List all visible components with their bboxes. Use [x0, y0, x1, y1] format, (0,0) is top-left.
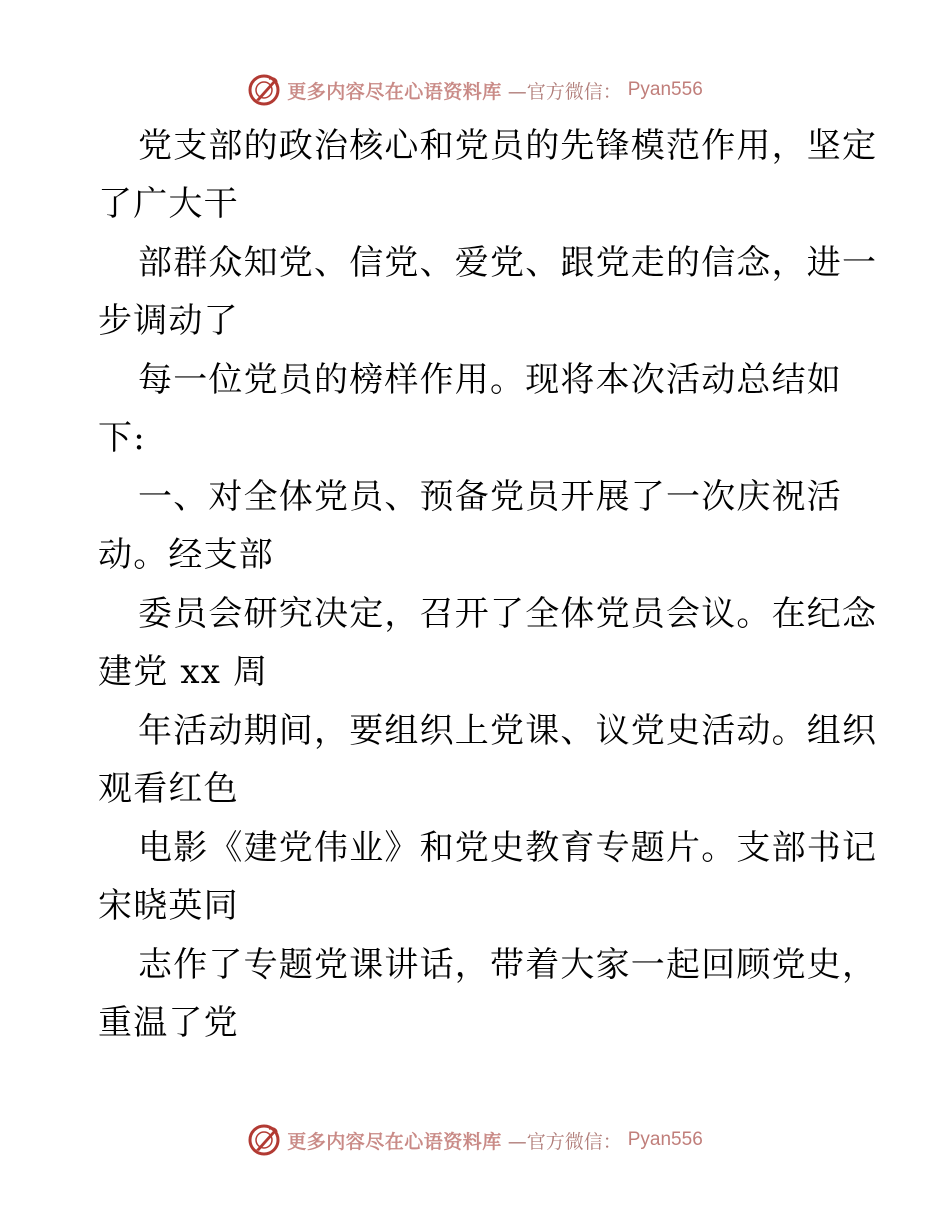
- paragraph-line: 一、对全体党员、预备党员开展了一次庆祝活: [138, 477, 842, 517]
- paragraph-line: 年活动期间，要组织上党课、议党史活动。组织: [138, 711, 878, 751]
- paragraph-line: 电影《建党伟业》和党史教育专题片。支部书记: [138, 828, 878, 868]
- quill-circle-logo-icon: [247, 73, 281, 107]
- banner-wechat-id: Pyan556: [627, 1129, 703, 1150]
- footer-watermark-banner: [0, 1120, 950, 1160]
- header-watermark-banner: [0, 70, 950, 110]
- paragraph-line: 委员会研究决定，召开了全体党员会议。在纪念: [138, 594, 878, 634]
- paragraph-line: 志作了专题党课讲话，带着大家一起回顾党史，: [138, 945, 878, 985]
- banner-text: 更多内容尽在心语资料库: [287, 80, 502, 103]
- banner-separator: —官方微信：: [507, 80, 622, 103]
- paragraph-line: 党支部的政治核心和党员的先锋模范作用，坚定: [138, 126, 878, 166]
- quill-circle-logo-icon: [247, 1123, 281, 1157]
- paragraph-line: 每一位党员的榜样作用。现将本次活动总结如: [138, 360, 842, 400]
- banner-wechat-id: Pyan556: [627, 79, 703, 100]
- paragraph-line: 重温了党: [98, 1003, 239, 1043]
- paragraph-line: 建党 xx 周: [98, 652, 269, 692]
- paragraph-line: 了广大干: [98, 184, 239, 224]
- paragraph-line: 观看红色: [98, 769, 239, 809]
- paragraph-line: 步调动了: [98, 301, 239, 341]
- banner-separator: —官方微信：: [507, 1130, 622, 1153]
- paragraph-line: 下:: [98, 418, 146, 458]
- paragraph-line: 部群众知党、信党、爱党、跟党走的信念，进一: [138, 243, 878, 283]
- banner-text: 更多内容尽在心语资料库: [287, 1130, 502, 1153]
- paragraph-line: 宋晓英同: [98, 886, 239, 926]
- paragraph-line: 动。经支部: [98, 535, 274, 575]
